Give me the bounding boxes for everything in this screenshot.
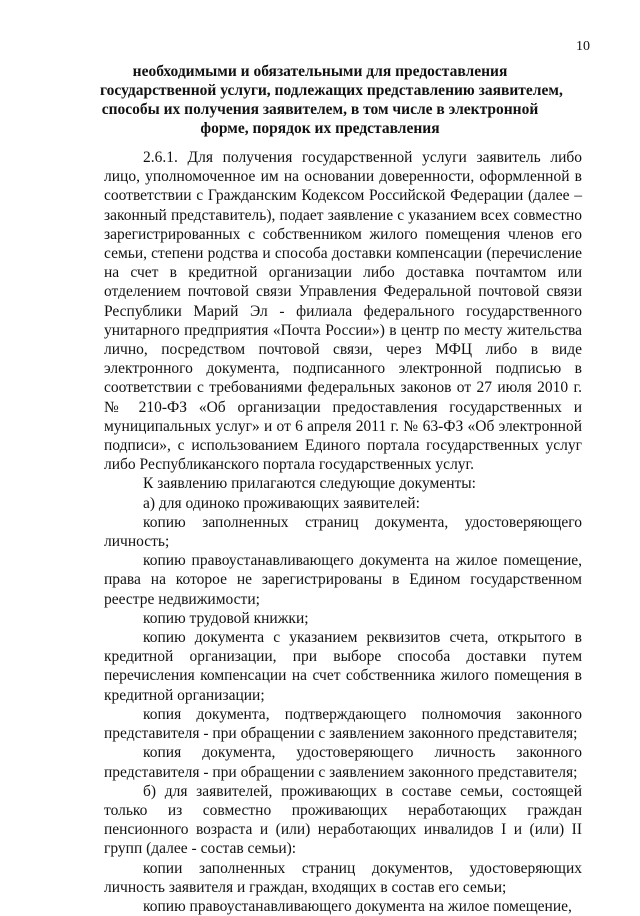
list-item: копия документа, удостоверяющего личность законного представителя - при обращении с заявлением законного представителя; bbox=[104, 744, 582, 781]
paragraph-2-6-1: 2.6.1. Для получения государственной услуги заявитель либо лицо, уполномоченное им на основании доверенности, оформленной в соответствии с Гражданским Кодексом Российской Федерации (далее – законный представитель), подает заявление с указанием всех совместно зарегистрированных с собственником жилого помещения членов его семьи, степени родства и способа доставки компенсации (перечисление на счет в кредитной организации либо доставка почтамтом или отделением почтовой связи Управления Федеральной почтовой связи Республики Марий Эл - филиала федерального государственного унитарного предприятия «Почта России») в центр по месту жительства лично, посредством почтовой связи, через МФЦ либо в виде электронного документа, подписанного электронной подписью в соответствии с требованиями федеральных законов от 27 июля 2010 г. № 210-ФЗ «Об организации предоставления государственных и муниципальных услуг» и от 6 апреля 2011 г. № 63-ФЗ «Об электронной подписи», с использованием Единого портала государственных услуг либо Республиканского портала государственных услуг. bbox=[104, 149, 582, 474]
list-item: копию заполненных страниц документа, удостоверяющего личность; bbox=[104, 513, 582, 551]
section-heading bbox=[100, 62, 563, 138]
list-item: копию правоустанавливающего документа на жилое помещение, права на которое не зарегистрированы в Едином государственном реестре недвижимости; bbox=[104, 552, 582, 608]
heading-line: способы их получения заявителем, в том числе в электронной bbox=[101, 101, 539, 118]
heading-line: форме, порядок их представления bbox=[200, 120, 440, 137]
document-body bbox=[104, 148, 582, 916]
heading-line: необходимыми и обязательными для предоставления bbox=[132, 63, 508, 80]
heading-line: государственной услуги, подлежащих представлению заявителем, bbox=[100, 82, 563, 99]
list-item: копии заполненных страниц документов, удостоверяющих личность заявителя и граждан, входящих в состав его семьи; bbox=[104, 859, 582, 896]
list-item: копию трудовой книжки; bbox=[143, 609, 309, 627]
list-item: копию документа с указанием реквизитов счета, открытого в кредитной организации, при выборе способа доставки путем перечисления компенсации на счет собственника жилого помещения в кредитной организации; bbox=[104, 629, 582, 704]
list-item: копию правоустанавливающего документа на жилое помещение, bbox=[143, 897, 572, 915]
paragraph-subitem-b: б) для заявителей, проживающих в составе семьи, состоящей только из совместно проживающих неработающих граждан пенсионного возраста и (или) неработающих инвалидов I и (или) II групп (далее - состав семьи): bbox=[104, 782, 582, 858]
list-item: копия документа, подтверждающего полномочия законного представителя - при обращении с заявлением законного представителя; bbox=[104, 705, 582, 743]
page-number: 10 bbox=[576, 39, 590, 54]
paragraph-attachments-intro: К заявлению прилагаются следующие документы: bbox=[143, 475, 476, 493]
paragraph-subitem-a: а) для одиноко проживающих заявителей: bbox=[143, 494, 420, 512]
